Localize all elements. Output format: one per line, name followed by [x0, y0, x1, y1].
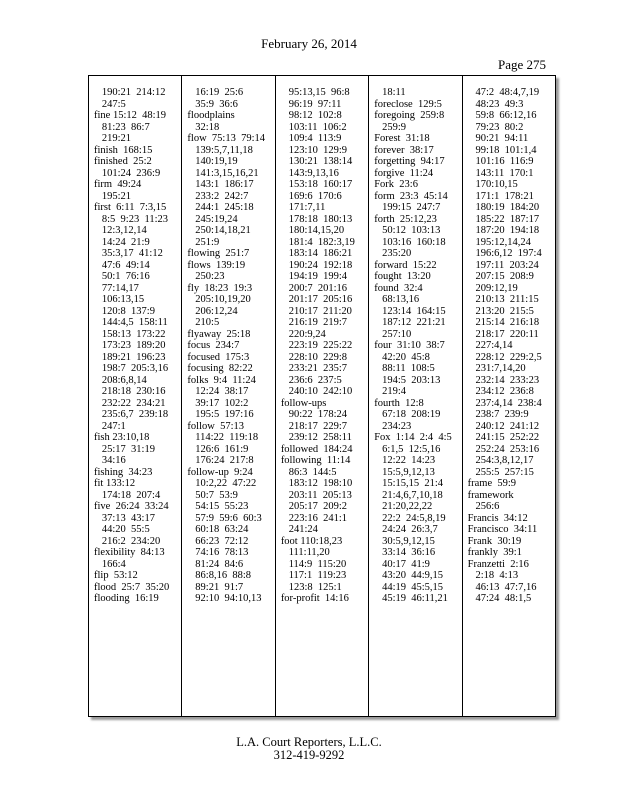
index-entry: 79:23 80:2	[467, 121, 524, 133]
index-entry: 92:10 94:10,13	[187, 593, 262, 604]
index-entry: fish 23:10,18	[94, 432, 150, 443]
index-entry: finish 168:15	[94, 144, 153, 156]
index-entry: 235:20	[374, 248, 412, 259]
index-entry: fishing 34:23	[94, 466, 153, 478]
index-entry: 210:13 211:15	[467, 294, 539, 305]
index-entry: 60:18 63:24	[187, 524, 249, 535]
index-entry: followed 184:24	[280, 443, 353, 455]
index-entry: 199:15 247:7	[374, 202, 441, 213]
index-entry: 32:18	[187, 121, 220, 133]
index-entry: 247:5	[94, 98, 126, 110]
index-entry: frame 59:9	[467, 478, 517, 489]
index-entry: 197:11 203:24	[467, 259, 539, 271]
index-entry: 194:19 199:4	[280, 271, 348, 282]
index-column	[368, 76, 461, 716]
index-entry: 180:19 184:20	[467, 202, 540, 213]
index-entry: 244:1 245:18	[187, 202, 254, 213]
index-entry: forgetting 94:17	[374, 156, 445, 167]
index-entry: 12:3,12,14	[94, 225, 147, 236]
index-entry: 210:17 211:20	[280, 305, 352, 317]
index-entry: 33:14 36:16	[374, 547, 436, 558]
index-entry: 90:22 178:24	[280, 409, 348, 420]
index-entry: focus 234:7	[187, 340, 240, 351]
index-entry: flexibility 84:13	[94, 547, 165, 558]
index-entry: 42:20 45:8	[374, 351, 430, 363]
index-entry: forward 15:22	[374, 259, 437, 271]
index-column	[89, 76, 181, 716]
index-entry: foregoing 259:8	[374, 110, 445, 121]
index-entry: 256:6	[467, 501, 500, 512]
index-entry: flood 25:7 35:20	[94, 581, 170, 593]
index-entry: 233:2 242:7	[187, 190, 249, 202]
index-entry: 6:1,5 12:5,16	[374, 443, 441, 455]
index-entry: flyaway 25:18	[187, 328, 251, 340]
index-entry: five 26:24 33:24	[94, 501, 169, 512]
index-entry: 109:4 113:9	[280, 133, 342, 144]
index-entry: 95:13,15 96:8	[280, 87, 350, 98]
index-entry: 200:7 201:16	[280, 282, 348, 294]
page-number: Page 275	[497, 57, 546, 72]
index-entry: 196:6,12 197:4	[467, 248, 542, 259]
index-entry: 144:4,5 158:11	[94, 317, 168, 328]
index-entry: foreclose 129:5	[374, 98, 442, 110]
index-entry: 227:4,14	[467, 340, 513, 351]
index-entry: firm 49:24	[94, 179, 142, 190]
index-entry: 123:10 129:9	[280, 144, 348, 156]
index-entry: 234:23	[374, 420, 412, 432]
index-entry: focused 175:3	[187, 351, 250, 363]
index-entry: Frank 30:19	[467, 535, 522, 547]
index-entry: foot 110:18,23	[280, 535, 343, 547]
index-entry: 209:12,19	[467, 282, 518, 294]
index-entry: 2:18 4:13	[467, 570, 519, 581]
index-entry: 190:24 192:18	[280, 259, 353, 271]
index-entry: flooding 16:19	[94, 593, 159, 604]
index-entry: 237:4,14 238:4	[467, 397, 542, 409]
index-entry: 259:9	[374, 121, 407, 133]
index-column	[275, 76, 368, 716]
index-entry: 189:21 196:23	[94, 351, 166, 363]
index-entry: 12:24 38:17	[187, 386, 249, 397]
index-entry: 201:17 205:16	[280, 294, 353, 305]
footer-company: L.A. Court Reporters, L.L.C.	[236, 735, 382, 749]
index-entry: 251:9	[187, 236, 220, 248]
index-entry: Francis 34:12	[467, 512, 528, 524]
index-entry: 171:7,11	[280, 202, 326, 213]
index-entry: 176:24 217:8	[187, 455, 254, 466]
index-entry: 18:11	[374, 87, 406, 98]
index-entry: found 32:4	[374, 282, 423, 294]
index-entry: 235:6,7 239:18	[94, 409, 169, 420]
index-entry: 166:4	[94, 558, 126, 570]
index-entry: following 11:14	[280, 455, 351, 466]
index-entry: 183:12 198:10	[280, 478, 353, 489]
index-entry: fly 18:23 19:3	[187, 282, 253, 294]
index-entry: 241:15 252:22	[467, 432, 540, 443]
index-entry: 143:11 170:1	[467, 167, 534, 179]
index-entry: 15:5,9,12,13	[374, 466, 435, 478]
index-entry: 219:4	[374, 386, 407, 397]
index-entry: 123:14 164:15	[374, 305, 446, 317]
index-entry: 250:23	[187, 271, 225, 282]
index-entry: 140:19,19	[187, 156, 238, 167]
index-entry: 40:17 41:9	[374, 558, 430, 570]
index-entry: 130:21 138:14	[280, 156, 353, 167]
index-entry: 203:11 205:13	[280, 489, 352, 501]
index-entry: 254:3,8,12,17	[467, 455, 534, 466]
index-entry: 228:12 229:2,5	[467, 351, 542, 363]
index-entry: 205:10,19,20	[187, 294, 251, 305]
index-entry: flow 75:13 79:14	[187, 133, 265, 144]
index-entry: 114:22 119:18	[187, 432, 259, 443]
index-entry: 35:3,17 41:12	[94, 248, 163, 259]
index-entry: 44:20 55:5	[94, 524, 150, 535]
index-entry: 24:24 26:3,7	[374, 524, 438, 535]
index-entry: 35:9 36:6	[187, 98, 238, 110]
index-entry: 81:23 86:7	[94, 121, 150, 133]
index-entry: 103:11 106:2	[280, 121, 347, 133]
index-entry: 250:14,18,21	[187, 225, 251, 236]
index-entry: 181:4 182:3,19	[280, 236, 355, 248]
index-entry: Franzetti 2:16	[467, 558, 529, 570]
index-entry: 99:18 101:1,4	[467, 144, 537, 156]
index-entry: 86:3 144:5	[280, 466, 337, 478]
index-entry: 216:19 219:7	[280, 317, 348, 328]
index-entry: flip 53:12	[94, 570, 138, 581]
index-entry: 10:2,22 47:22	[187, 478, 257, 489]
word-index-box	[88, 75, 556, 717]
index-entry: 25:17 31:19	[94, 443, 155, 455]
index-entry: 195:12,14,24	[467, 236, 531, 248]
index-entry: 232:22 234:21	[94, 397, 166, 409]
index-entry: for-profit 14:16	[280, 593, 349, 604]
index-columns	[89, 76, 555, 716]
index-entry: 54:15 55:23	[187, 501, 249, 512]
index-entry: 170:10,15	[467, 179, 518, 190]
index-entry: fine 15:12 48:19	[94, 110, 167, 121]
index-entry: 37:13 43:17	[94, 512, 155, 524]
index-entry: 158:13 173:22	[94, 328, 166, 340]
index-entry: 238:7 239:9	[467, 409, 529, 420]
index-entry: flowing 251:7	[187, 248, 250, 259]
index-entry: 88:11 108:5	[374, 363, 435, 374]
index-entry: frankly 39:1	[467, 547, 522, 558]
index-entry: 252:24 253:16	[467, 443, 540, 455]
index-entry: 81:24 84:6	[187, 558, 244, 570]
index-entry: 143:9,13,16	[280, 167, 339, 179]
index-entry: follow-ups	[280, 397, 327, 409]
index-entry: 173:23 189:20	[94, 340, 166, 351]
index-entry: 111:11,20	[280, 547, 330, 558]
index-entry: 171:1 178:21	[467, 190, 534, 202]
index-entry: 215:14 216:18	[467, 317, 540, 328]
index-entry: 103:16 160:18	[374, 236, 446, 248]
index-entry: 68:13,16	[374, 294, 420, 305]
index-entry: 231:7,14,20	[467, 363, 526, 374]
index-entry: 101:16 116:9	[467, 156, 534, 167]
index-entry: 219:21	[94, 133, 132, 144]
index-entry: 187:12 221:21	[374, 317, 446, 328]
index-entry: 207:15 208:9	[467, 271, 534, 282]
index-entry: 234:12 236:8	[467, 386, 534, 397]
index-column	[462, 76, 555, 716]
index-entry: forgive 11:24	[374, 167, 434, 179]
index-entry: 22:2 24:5,8,19	[374, 512, 446, 524]
index-entry: 47:24 48:1,5	[467, 593, 532, 604]
index-entry: 14:24 21:9	[94, 236, 150, 248]
index-entry: 50:1 76:16	[94, 271, 150, 282]
index-entry: 47:6 49:14	[94, 259, 150, 271]
index-entry: 141:3,15,16,21	[187, 167, 259, 179]
index-entry: 223:19 225:22	[280, 340, 353, 351]
index-entry: 59:8 66:12,16	[467, 110, 537, 121]
index-entry: Forest 31:18	[374, 133, 430, 144]
index-entry: 218:17 220:11	[467, 328, 539, 340]
index-entry: 15:15,15 21:4	[374, 478, 444, 489]
index-entry: 185:22 187:17	[467, 213, 540, 225]
index-entry: 257:10	[374, 328, 412, 340]
index-entry: 46:13 47:7,16	[467, 581, 537, 593]
index-entry: 190:21 214:12	[94, 87, 166, 98]
index-entry: 198:7 205:3,16	[94, 363, 169, 374]
index-entry: 232:14 233:23	[467, 374, 540, 386]
index-entry: 236:6 237:5	[280, 374, 342, 386]
index-entry: 241:24	[280, 524, 318, 535]
index-entry: 117:1 119:23	[280, 570, 347, 581]
index-entry: 50:12 103:13	[374, 225, 441, 236]
index-entry: 48:23 49:3	[467, 98, 524, 110]
index-entry: 255:5 257:15	[467, 466, 534, 478]
index-entry: 143:1 186:17	[187, 179, 254, 190]
index-entry: 21:20,22,22	[374, 501, 433, 512]
index-entry: 247:1	[94, 420, 126, 432]
index-entry: 183:14 186:21	[280, 248, 353, 259]
index-entry: forever 38:17	[374, 144, 434, 156]
index-entry: 223:16 241:1	[280, 512, 348, 524]
index-entry: 213:20 215:5	[467, 305, 534, 317]
index-entry: follow 57:13	[187, 420, 244, 432]
footer-phone: 312-419-9292	[273, 748, 345, 762]
index-entry: 239:12 258:11	[280, 432, 352, 443]
index-entry: 205:17 209:2	[280, 501, 348, 512]
index-entry: 195:21	[94, 190, 132, 202]
index-entry: 206:12,24	[187, 305, 238, 317]
index-entry: folks 9:4 11:24	[187, 374, 256, 386]
index-entry: flows 139:19	[187, 259, 246, 271]
index-entry: fit 133:12	[94, 478, 136, 489]
index-entry: 30:5,9,12,15	[374, 535, 435, 547]
index-column	[181, 76, 274, 716]
index-entry: 98:12 102:8	[280, 110, 342, 121]
index-entry: 195:5 197:16	[187, 409, 254, 420]
index-entry: 245:19,24	[187, 213, 238, 225]
index-entry: 86:8,16 88:8	[187, 570, 251, 581]
index-entry: Fork 23:6	[374, 179, 418, 190]
index-entry: 43:20 44:9,15	[374, 570, 444, 581]
index-entry: 240:10 242:10	[280, 386, 353, 397]
index-entry: 216:2 234:20	[94, 535, 161, 547]
index-entry: 194:5 203:13	[374, 374, 441, 386]
index-entry: 57:9 59:6 60:3	[187, 512, 262, 524]
index-entry: 96:19 97:11	[280, 98, 342, 110]
index-entry: 47:2 48:4,7,19	[467, 87, 540, 98]
index-entry: 114:9 115:20	[280, 558, 347, 570]
index-entry: forth 25:12,23	[374, 213, 437, 225]
index-entry: 174:18 207:4	[94, 489, 161, 501]
index-entry: 210:5	[187, 317, 220, 328]
index-entry: fourth 12:8	[374, 397, 424, 409]
index-entry: follow-up 9:24	[187, 466, 253, 478]
index-entry: 169:6 170:6	[280, 190, 342, 202]
index-entry: 178:18 180:13	[280, 213, 353, 225]
index-entry: 50:7 53:9	[187, 489, 238, 501]
index-entry: 228:10 229:8	[280, 351, 348, 363]
index-entry: 153:18 160:17	[280, 179, 353, 190]
index-entry: 45:19 46:11,21	[374, 593, 448, 604]
index-entry: 120:8 137:9	[94, 305, 155, 317]
index-entry: 77:14,17	[94, 282, 139, 294]
index-entry: 66:23 72:12	[187, 535, 249, 547]
index-entry: 123:8 125:1	[280, 581, 342, 593]
index-entry: first 6:11 7:3,15	[94, 202, 167, 213]
transcript-date: February 26, 2014	[261, 36, 357, 51]
index-entry: 208:6,8,14	[94, 374, 147, 386]
index-entry: 106:13,15	[94, 294, 145, 305]
index-entry: 34:16	[94, 455, 126, 466]
index-entry: fought 13:20	[374, 271, 431, 282]
index-entry: 44:19 45:5,15	[374, 581, 444, 593]
index-entry: 220:9,24	[280, 328, 326, 340]
index-entry: 187:20 194:18	[467, 225, 540, 236]
index-entry: 240:12 241:12	[467, 420, 540, 432]
index-entry: Francisco 34:11	[467, 524, 538, 535]
index-entry: 16:19 25:6	[187, 87, 244, 98]
index-entry: four 31:10 38:7	[374, 340, 445, 351]
index-entry: 89:21 91:7	[187, 581, 244, 593]
index-entry: form 23:3 45:14	[374, 190, 448, 202]
index-entry: finished 25:2	[94, 156, 152, 167]
index-entry: 39:17 102:2	[187, 397, 249, 409]
index-entry: 126:6 161:9	[187, 443, 249, 455]
index-entry: focusing 82:22	[187, 363, 253, 374]
index-entry: 74:16 78:13	[187, 547, 249, 558]
index-entry: 8:5 9:23 11:23	[94, 213, 168, 225]
index-entry: 233:21 235:7	[280, 363, 348, 374]
index-entry: floodplains	[187, 110, 235, 121]
index-entry: 67:18 208:19	[374, 409, 441, 420]
index-entry: 139:5,7,11,18	[187, 144, 253, 156]
index-entry: framework	[467, 489, 514, 501]
index-entry: 12:22 14:23	[374, 455, 436, 466]
index-entry: 90:21 94:11	[467, 133, 529, 144]
index-entry: 218:17 229:7	[280, 420, 348, 432]
index-entry: 21:4,6,7,10,18	[374, 489, 443, 501]
index-entry: 101:24 236:9	[94, 167, 161, 179]
index-entry: 218:18 230:16	[94, 386, 166, 397]
index-entry: 180:14,15,20	[280, 225, 345, 236]
index-entry: Fox 1:14 2:4 4:5	[374, 432, 452, 443]
